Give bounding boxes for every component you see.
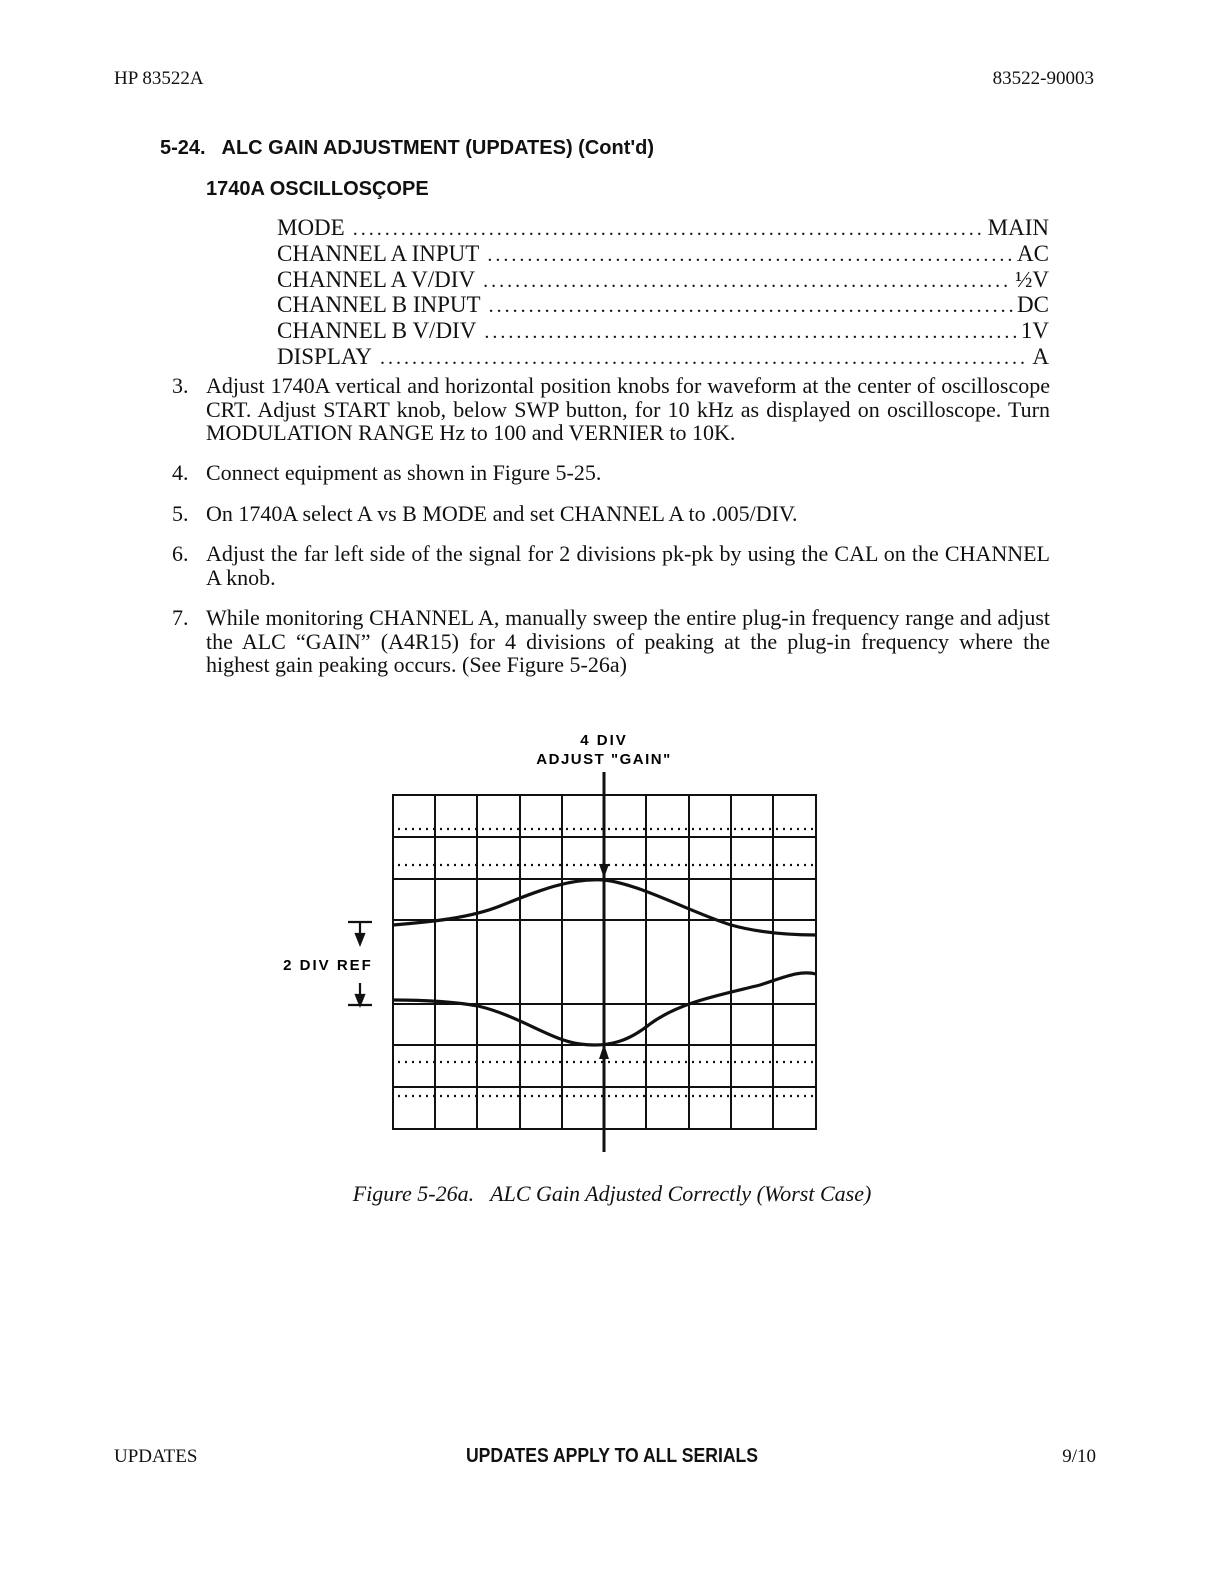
step-text: While monitoring CHANNEL A, manually sweep the entire plug-in frequency range and adjust the ALC “GAIN” (A4R15) for 4 divisions of peaking at the plug-in frequency where the highest gain peaking occurs. (See Figure 5-26a) (206, 605, 1050, 677)
footer-right: 9/10 (1062, 1446, 1096, 1467)
setting-label: CHANNEL A INPUT (277, 240, 480, 266)
setting-label: CHANNEL B V/DIV (277, 318, 477, 344)
setting-value: AC (1017, 240, 1049, 266)
step-text: Adjust 1740A vertical and horizontal position knobs for waveform at the center of oscilloscope CRT. Adjust START knob, below SWP button, for 10 kHz as displayed on oscilloscope. Turn MODULATION RANGE Hz to 100 and VERNIER to 10K. (206, 373, 1050, 445)
setting-value: A (1032, 343, 1049, 369)
footer-left: UPDATES (114, 1446, 198, 1467)
setting-label: MODE (277, 215, 345, 240)
step-text: On 1740A select A vs B MODE and set CHANNEL A to .005/DIV. (206, 501, 798, 526)
step-number: 5. (172, 501, 189, 526)
figure-label-2div-ref: 2 DIV REF (283, 957, 373, 974)
step-number: 7. (172, 605, 189, 630)
setting-label: CHANNEL A V/DIV (277, 266, 476, 292)
setting-value: ½V (1015, 266, 1049, 292)
section-title: 5-24. ALC GAIN ADJUSTMENT (UPDATES) (Cont'd) (160, 137, 655, 159)
subsection-title: 1740A OSCILLOSÇOPE (206, 178, 429, 200)
figure-label-4div: 4 DIV (580, 732, 628, 749)
step-text: Connect equipment as shown in Figure 5-25. (206, 460, 602, 485)
setting-value: MAIN (987, 215, 1049, 240)
step-text: Adjust the far left side of the signal for 2 divisions pk-pk by using the CAL on the CHANNEL A knob. (206, 541, 1050, 590)
setting-value: 1V (1020, 318, 1049, 344)
step-number: 3. (172, 373, 189, 398)
step-number: 4. (172, 460, 189, 485)
step-number: 6. (172, 541, 189, 566)
figure-label-adjust-gain: ADJUST "GAIN" (536, 751, 672, 768)
setting-label: CHANNEL B INPUT (277, 292, 481, 318)
footer-center: UPDATES APPLY TO ALL SERIALS (465, 1445, 759, 1467)
header-right: 83522-90003 (992, 68, 1094, 89)
setting-value: DC (1017, 292, 1049, 318)
figure-caption: Figure 5-26a. ALC Gain Adjusted Correctly (Worst Case) (352, 1181, 872, 1206)
header-left: HP 83522A (114, 68, 204, 89)
setting-label: DISPLAY (277, 343, 373, 369)
arrow-down-icon (599, 864, 609, 878)
